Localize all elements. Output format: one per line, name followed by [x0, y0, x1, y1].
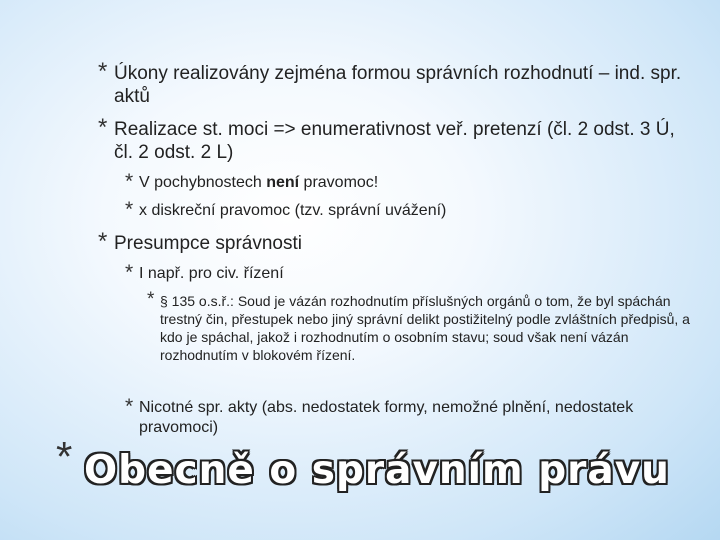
bullet-text-bold: není: [266, 174, 300, 191]
bullet-star-icon: *: [125, 198, 134, 221]
slide-title: Obecně o správním právu: [84, 448, 670, 493]
bullet-star-icon: *: [125, 395, 134, 418]
bullet-presumpce: [98, 228, 698, 255]
bullet-star-icon: *: [125, 261, 134, 284]
bullet-diskrecni: [125, 198, 685, 221]
bullet-nicotne: [125, 395, 685, 438]
bullet-text: Úkony realizovány zejména formou správních rozhodnutí – ind. spr. aktů: [114, 63, 682, 107]
bullet-paragraph-135: [147, 289, 692, 364]
bullet-realizace: [98, 114, 698, 164]
bullet-text: § 135 o.s.ř.: Soud je vázán rozhodnutím příslušných orgánů o tom, že byl spáchán trestný čin, přestupek nebo jiný správní delikt postižitelný podle zvláštních předpisů, a kdo je spáchal, jakož i rozhodnutím o osobním stavu; soud však není vázán rozhodnutím v blokovém řízení.: [160, 293, 690, 363]
bullet-text: x diskreční pravomoc (tzv. správní uvážení): [139, 202, 447, 219]
bullet-star-icon: *: [147, 289, 155, 310]
bullet-pochybnosti: [125, 170, 685, 193]
bullet-text: Presumpce správnosti: [114, 233, 302, 254]
bullet-star-icon: *: [98, 228, 108, 255]
bullet-ukony: [98, 58, 698, 108]
bullet-text-pre: V pochybnostech: [139, 174, 267, 191]
title-star-icon: *: [56, 433, 73, 480]
bullet-star-icon: *: [98, 58, 108, 85]
bullet-text: [125, 170, 685, 193]
bullet-text: Realizace st. moci => enumerativnost veř. pretenzí (čl. 2 odst. 3 Ú, čl. 2 odst. 2 L): [114, 119, 675, 163]
bullet-star-icon: *: [125, 170, 134, 193]
bullet-text: Nicotné spr. akty (abs. nedostatek formy, nemožné plnění, nedostatek pravomoci): [139, 399, 634, 436]
bullet-text-post: pravomoc!: [299, 174, 379, 191]
bullet-star-icon: *: [98, 114, 108, 141]
bullet-text: I např. pro civ. řízení: [139, 265, 284, 282]
bullet-civ-rizeni: [125, 261, 685, 284]
